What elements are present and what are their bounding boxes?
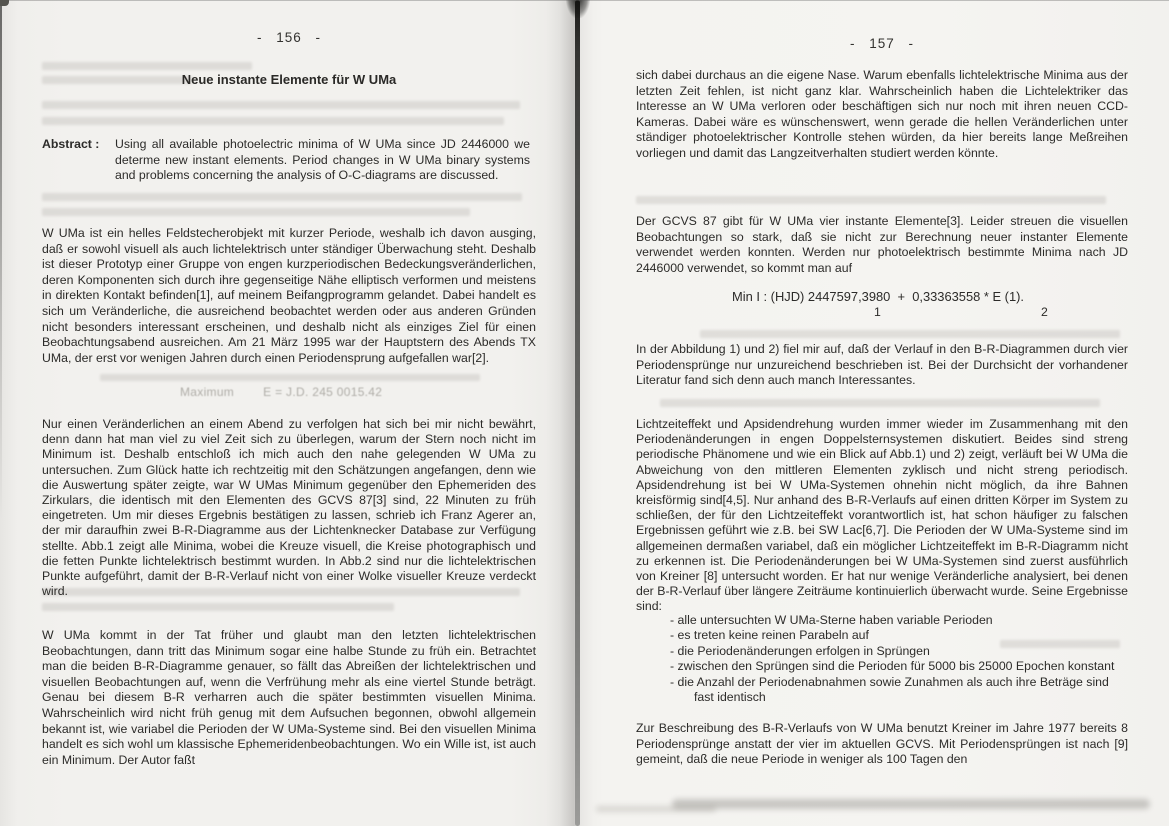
results-bullet-list xyxy=(636,613,1128,705)
abstract-text: Using all available photoelectric minima of W UMa since JD 2446000 we determe new instant elements. Period changes in W UMa binary systems and problems concerning the analysis of O-C-diagrams are discussed. xyxy=(115,137,530,183)
paragraph: W UMa kommt in der Tat früher und glaubt man den letzten lichtelektrischen Beobachtungen, dann tritt das Minimum sogar eine halbe Stunde zu früh ein. Betrachtet man die beiden B-R-Diagramme genauer, so fällt das Abreißen der lichtelektrischen und visuellen Beobachtungen auf, wenn die Verfrühung mehr als eine viertel Stunde beträgt. Genau bei diesem B-R verharren auch die später bestimmten visuellen Minima. Wahrscheinlich wird nicht früh genug mit dem Aufsuchen begonnen, obwohl allgemein bekannt ist, wie variabel die Perioden der W UMa-Systeme sind. Bei den visuellen Minima handelt es sich wohl um klassische Ephemeridenbeobachtungen. Wo ein Wille ist, ist auch ein Minimum. Der Autor faßt xyxy=(42,628,536,767)
equation-label-2: 2 xyxy=(1041,304,1048,319)
bullet-item: - zwischen den Sprüngen sind die Perioden für 5000 bis 25000 Epochen konstant xyxy=(670,659,1115,674)
bleedthrough-ghost-text: Maximum E = J.D. 245 0015.42 xyxy=(180,385,383,399)
abstract-label: Abstract : xyxy=(42,137,100,151)
abstract-block xyxy=(42,137,536,184)
page-number-157: - 157 - xyxy=(849,36,915,51)
book-spine-line xyxy=(575,0,580,826)
bleedthrough-artifact xyxy=(42,193,522,201)
paragraph: In der Abbildung 1) und 2) fiel mir auf, daß der Verlauf in den B-R-Diagrammen durch vier Periodensprünge nur unzureichend beschrieben ist. Bei der Durchsicht der vorhandener Literatur fand sich denn auch manch Interessantes. xyxy=(636,342,1128,388)
bullet-item: - die Anzahl der Periodenabnahmen sowie Zunahmen als auch ihre Beträge sind fast identisch xyxy=(670,674,1109,705)
paragraph: sich dabei durchaus an die eigene Nase. Warum ebenfalls lichtelektrische Minima aus der letzten Zeit fehlen, ist nicht ganz klar. Wahrscheinlich haben die Lichtelektriker das Interesse an W UMa verloren oder beschäftigen sich nur noch mit ihren neuen CCD-Kameras. Dabei wäre es wünschenswert, wenn gerade die hellen Veränderlichen unter ständiger photoelektrischer Kontrolle stehen würden, da hier bereits lange Meßreihen vorliegen und damit das Langzeitverhalten studiert werden könnte. xyxy=(636,68,1128,160)
bleedthrough-artifact xyxy=(100,374,480,381)
bullet-item: - es treten keine reinen Parabeln auf xyxy=(670,628,869,643)
scan-bottom-smudge xyxy=(672,799,1150,809)
equation-line: Min I : (HJD) 2447597,3980 + 0,33363558 * E (1). xyxy=(732,289,1025,304)
paragraph: Zur Beschreibung des B-R-Verlaufs von W UMa benutzt Kreiner im Jahre 1977 bereits 8 Periodensprünge anstatt der vier im aktuellen GCVS. Mit Periodensprüngen ist nach [9] gemeint, daß die neue Periode in weniger als 100 Tagen den xyxy=(636,721,1128,767)
bleedthrough-artifact xyxy=(636,196,1106,204)
page-number-156: - 156 - xyxy=(256,30,322,45)
book-spine-shadow xyxy=(546,0,594,826)
bleedthrough-artifact xyxy=(660,399,1100,407)
bleedthrough-artifact xyxy=(42,208,470,216)
paragraph: Nur einen Veränderlichen an einem Abend zu verfolgen hat sich bei mir nicht bewährt, denn dann hat man viel zu viel Zeit sich zu überlegen, warum der Stern noch nicht im Minimum ist. Deshalb entschloß ich mich auch den nahe gelegenden W UMa zu untersuchen. Zum Glück hatte ich rechtzeitig mit den Schätzungen angefangen, denn wie die Auswertung später zeigte, war W UMas Minimum gegenüber den Ephemeriden des Zirkulars, die identisch mit den Elementen des GCVS 87[3] sind, 22 Minuten zu früh eingetreten. Um mir dieses Ergebnis bestätigen zu lassen, schrieb ich Franz Agerer an, der mir daraufhin zwei B-R-Diagramme aus der Lichtenknecker Database zur Verfügung stellte. Abb.1 zeigt alle Minima, wobei die Kreuze visuell, die Kreise photographisch und die fetten Punkte lichtelektrisch bestimmt wurden. In Abb.2 sind nur die lichtelektrischen Punkte aufgeführt, damit der B-R-Verlauf nicht von einer Wolke visueller Kreuze verdeckt wird. xyxy=(42,417,536,599)
paragraph: W UMa ist ein helles Feldstecherobjekt mit kurzer Periode, weshalb ich davon ausging, daß er sowohl visuell als auch lichtelektrisch unter ständiger Überwachung steht. Deshalb ist dieser Prototyp einer Gruppe von engen kurzperiodischen Bedeckungsveränderlichen, deren Komponenten sich durch ihre gegenseitige Nähe elliptisch verformen und meistens in direkten Kontakt befinden[1], auf meinem Beifangprogramm gelandet. Dabei handelt es sich um Veränderliche, die ausreichend beobachtet werden oder aus anderen Gründen nicht besonders interessant erscheinen, und deshalb nicht als einziges Ziel für einen Beobachtungsabend ausreichen. Am 21 März 1995 war der Hauptstern des Abends TX UMa, der erst vor wenigen Jahren durch einen Periodensprung aufgefallen war[2]. xyxy=(42,226,536,365)
article-title: Neue instante Elemente für W UMa xyxy=(181,72,397,87)
bleedthrough-artifact xyxy=(42,603,394,611)
bullet-item: - alle untersuchten W UMa-Sterne haben variable Perioden xyxy=(670,613,993,627)
scan-left-edge xyxy=(0,0,2,520)
equation-block xyxy=(636,289,1128,321)
bleedthrough-artifact xyxy=(42,62,252,70)
equation-sublabels xyxy=(636,305,1128,321)
book-spine-top xyxy=(566,0,590,18)
scan-top-edge xyxy=(0,0,1169,1)
paragraph: Der GCVS 87 gibt für W UMa vier instante Elemente[3]. Leider streuen die visuellen Beobachtungen so stark, daß sie nicht zur Berechnung neuer instanter Elemente verwendet werden konnten. Werden nur photoelektrisch bestimmte Minima nach JD 2446000 verwendet, so kommt man auf xyxy=(636,214,1128,275)
equation-label-1: 1 xyxy=(874,304,881,319)
bleedthrough-artifact xyxy=(42,101,520,109)
bleedthrough-artifact xyxy=(700,330,1120,338)
scan-bottom-smudge xyxy=(596,806,716,812)
bullet-item: - die Periodenänderungen erfolgen in Sprüngen xyxy=(670,643,930,658)
paragraph: Lichtzeiteffekt und Apsidendrehung wurden immer wieder im Zusammenhang mit den Periodenänderungen in engen Doppelsternsystemen diskutiert. Beides sind streng periodische Phänomene und wie ein Blick auf Abb.1) und 2) zeigt, verläuft bei W UMa die Abweichung von den mittleren Elementen zyklisch und nicht streng periodisch. Apsidendrehung ist bei W UMa-Systemen ohnehin nicht möglich, da ihre Bahnen kreisförmig sind[4,5]. Nur anhand des B-R-Verlaufs auf einen dritten Körper im System zu schließen, der für den Lichtzeiteffekt vorantwortlich ist, hat schon häufiger zu falschen Ergebnissen geführt wie z.B. bei SW Lac[6,7]. Die Perioden der W UMa-Systeme sind im allgemeinen dermaßen variabel, daß ein möglicher Lichtzeiteffekt im B-R-Diagramm nicht zu erkennen ist. Die Periodenänderungen bei W UMa-Systemen sind zuerst ausführlich von Kreiner [8] untersucht worden. Er hat nur wenige Veränderliche analysiert, bei denen der B-R-Verlauf über längere Zeiträume kontinuierlich überwacht wurde. Seine Ergebnisse sind: xyxy=(636,417,1128,614)
bleedthrough-artifact xyxy=(42,117,504,125)
